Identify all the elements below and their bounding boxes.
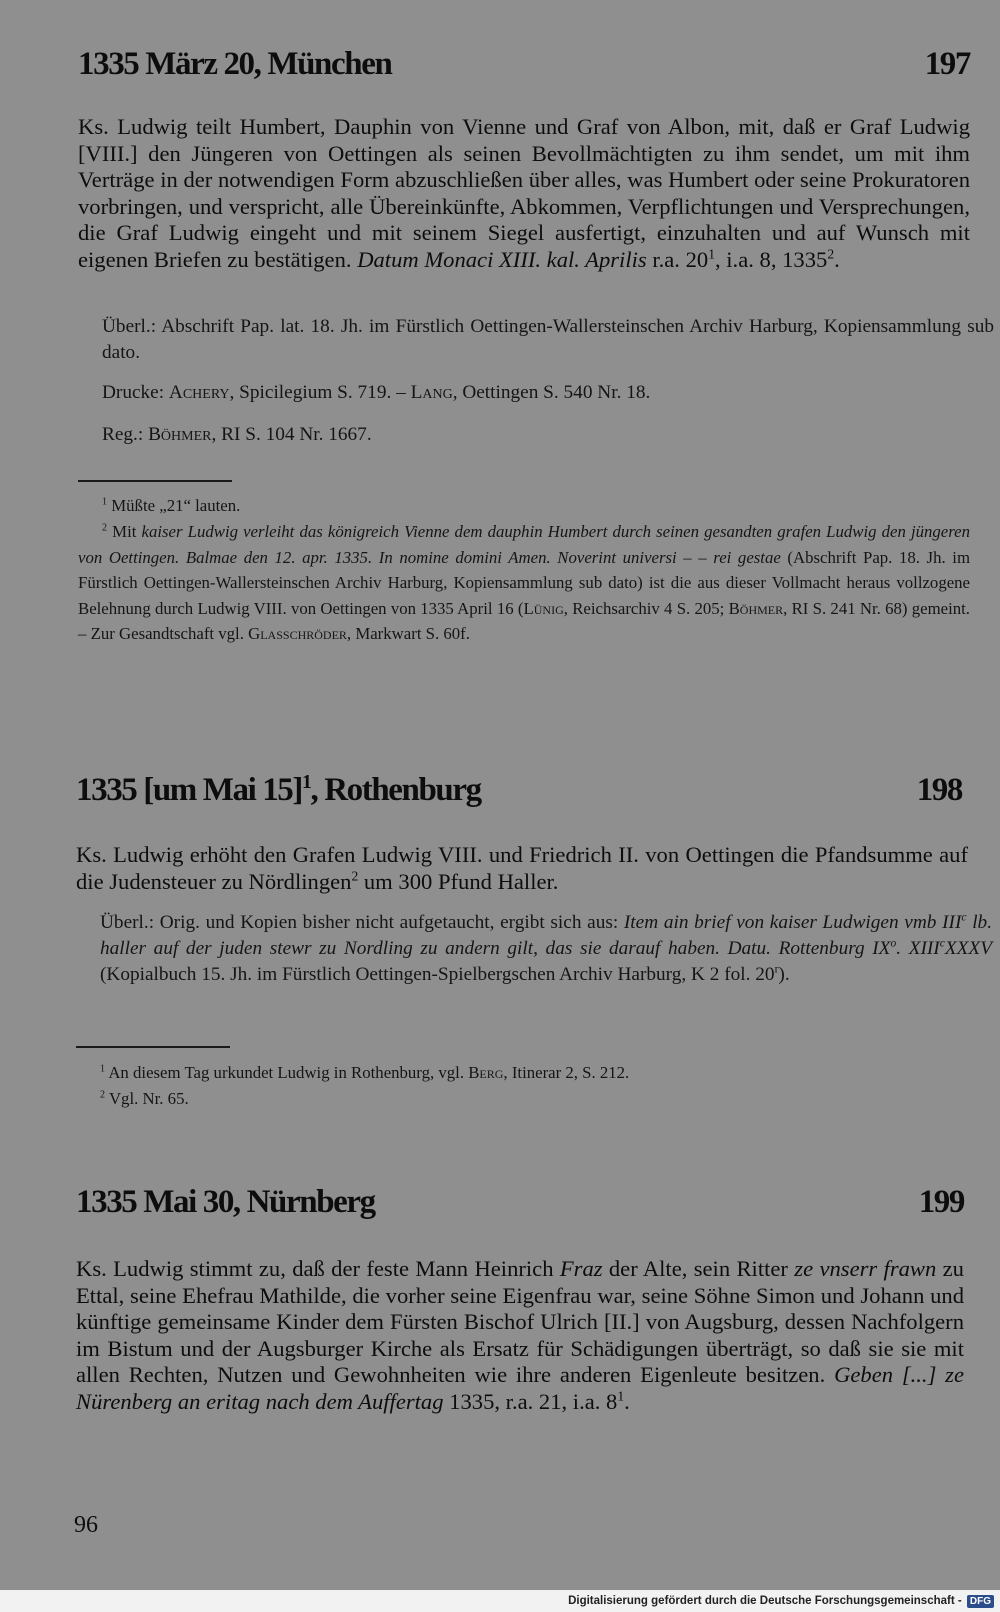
footnote-divider [76, 1046, 230, 1048]
doc-197-fnref-1: 1 [708, 245, 715, 261]
doc-198-ueberlieferung [76, 910, 992, 988]
footnote-author: Glasschröder [248, 624, 347, 643]
doc-198-ueberl-quote: lb. haller auf der juden stewr zu Nordling zu andern gilt, das sie darauf haben. Datu. Rottenburg IX [100, 912, 993, 959]
footnote-author: Berg [468, 1063, 504, 1082]
page-number: 96 [74, 1512, 98, 1538]
doc-197-footnote-2 [78, 519, 970, 647]
footnote-author: Böhmer [728, 598, 784, 618]
doc-198-regest [76, 842, 968, 895]
doc-199-date-place: 1335 Mai 30, Nürnberg [76, 1184, 375, 1220]
footnote-mark: 1 [102, 496, 108, 508]
doc-198-date: 1335 [um Mai 15] [76, 772, 302, 808]
doc-198-ueberl-text: (Kopialbuch 15. Jh. im Fürstlich Oettingen-Spielbergschen Archiv Harburg, K 2 fol. 20 [100, 964, 775, 985]
doc-199-regest-text: zu Ettal, seine Ehefrau Mathilde, die vorher seine Eigenfrau war, seine Söhne Simon und Johann und künftige gemeinsame Kinder dem Fürsten Bischof Ulrich [II.] von Augsburg, dessen Nachfolgern im Bistum und der Augsburger Kirche als Ersatz für Schädigungen überträgt, so daß sie sie mit allen Rechten, Nutzen und Gewohnheiten wie ihre anderen Eigenleute besitzen. [76, 1256, 964, 1387]
doc-198-ueberl-sup: c [961, 910, 967, 924]
doc-198-footnote-1 [76, 1060, 992, 1086]
doc-197-reg-label: Reg.: [102, 424, 149, 445]
doc-197-reg-author: Böhmer [148, 424, 212, 445]
doc-197-drucke-label: Drucke: [102, 382, 169, 403]
doc-197-number: 197 [924, 46, 970, 82]
footnote-text: , Itinerar 2, S. 212. [503, 1063, 630, 1082]
footnote-text: Vgl. Nr. 65. [105, 1089, 189, 1108]
doc-198-date-place [76, 772, 481, 808]
doc-197-fnref-2: 2 [827, 245, 835, 261]
doc-199-regest-quote: ze vnserr frawn [794, 1256, 937, 1281]
doc-198-ueberl-text: ). [778, 964, 790, 985]
footnote-text: , RI S. 241 Nr. 68) gemeint. – Zur Gesandtschaft vgl. [78, 598, 970, 643]
doc-198-ueberl-quote: . XIII [896, 938, 940, 959]
doc-197-drucke-mid: , Spicilegium S. 719. – [229, 382, 411, 403]
footnote-text: , Markwart S. 60f. [346, 624, 470, 643]
doc-199-datum-ra: 1335, r.a. 21, i.a. 8 [443, 1388, 618, 1414]
doc-199-period: . [624, 1388, 630, 1414]
dfg-logo: DFG [967, 1595, 994, 1608]
doc-199-regest [76, 1256, 964, 1415]
footnote-mark: 1 [100, 1063, 106, 1075]
footer-text: Digitalisierung gefördert durch die Deutsche Forschungsgemeinschaft - [568, 1595, 965, 1607]
footnote-quote: kaiser Ludwig verleiht das königreich Vienne dem dauphin Humbert durch seinen gesandten grafen Ludwig den jüngeren von Oettingen. Balmae den 12. apr. 1335. In nomine domini Amen. Noverint universi – – rei gestae [78, 522, 970, 567]
doc-197-regest [78, 114, 970, 273]
doc-198-footnote-2 [76, 1086, 992, 1112]
doc-199-regest-name: Fraz [559, 1256, 603, 1281]
doc-197-ueberlieferung: Überl.: Abschrift Pap. lat. 18. Jh. im Fürstlich Oettingen-Wallersteinschen Archiv Harburg, Kopiensammlung sub dato. [102, 316, 994, 363]
doc-198-place: , Rothenburg [310, 772, 481, 808]
doc-198-ueberl-quote: Item ain brief von kaiser Ludwigen vmb III [623, 912, 962, 933]
doc-197-date-place: 1335 März 20, München [78, 46, 392, 82]
footer-credit [0, 1590, 1000, 1612]
doc-199-regest-text: der Alte, sein Ritter [602, 1256, 795, 1281]
doc-198-ueberl-sup: o [890, 936, 897, 950]
footnote-text: , Reichsarchiv 4 S. 205; [563, 598, 729, 618]
doc-197-period: . [834, 246, 840, 272]
doc-198-ueberl-quote: XXXV [944, 938, 992, 959]
doc-199-fnref-1: 1 [617, 1387, 625, 1403]
footnote-mark: 2 [102, 522, 108, 534]
doc-197-drucke-end: , Oettingen S. 540 Nr. 18. [452, 382, 651, 403]
doc-197-drucke [78, 380, 994, 406]
footnote-mark: 2 [100, 1089, 106, 1101]
doc-197-regest-text: Ks. Ludwig teilt Humbert, Dauphin von Vienne und Graf von Albon, mit, daß er Graf Ludwig [VIII.] den Jüngeren von Oettingen als seinen Bevollmächtigten zu ihm sendet, um mit ihm Verträge in der notwendigen Form abzuschließen über alles, was Humbert oder seine Prokuratoren vorbringen, und verspricht, alle Übereinkünfte, Abkommen, Verpflichtungen und Versprechungen, die Graf Ludwig eingeht und mit seinem Siegel ausfertigt, einzuhalten und auf Wunsch mit eigenen Briefen zu bestätigen. [78, 114, 970, 272]
doc-197-regesten [78, 422, 994, 448]
footnote-text: An diesem Tag urkundet Ludwig in Rothenburg, vgl. [105, 1063, 469, 1082]
doc-198-regest-text: Ks. Ludwig erhöht den Grafen Ludwig VIII. und Friedrich II. von Oettingen die Pfandsumme auf die Judensteuer zu Nördlingen [76, 842, 968, 894]
doc-198-fnref-2: 2 [351, 867, 359, 883]
doc-197-reg-end: , RI S. 104 Nr. 1667. [211, 424, 372, 445]
doc-198-heading-fnref: 1 [302, 771, 311, 793]
doc-197-drucke-author-1: Achery [168, 382, 230, 403]
doc-198-ueberl-sup: c [939, 936, 945, 950]
doc-198-ueberl-sup: r [774, 962, 779, 976]
footnote-divider [78, 480, 232, 482]
doc-198-number: 198 [916, 772, 962, 808]
doc-198-heading [76, 772, 962, 809]
footnote-text: Müßte „21“ lauten. [107, 496, 241, 515]
doc-199-number: 199 [918, 1184, 964, 1220]
doc-197-heading [78, 46, 970, 83]
doc-197-datum: Datum Monaci XIII. kal. Aprilis [357, 246, 647, 272]
footnote-text: (Abschrift Pap. 18. Jh. im Fürstlich Oettingen-Wallersteinschen Archiv Harburg, Kopiensammlung sub dato) ist die aus dieser Vollmacht heraus vollzogene Belehnung durch Ludwig VIII. von Oettingen von 1335 April 16 ( [78, 547, 970, 618]
doc-198-regest-text: um 300 Pfund Haller. [358, 868, 559, 894]
doc-197-datum-ra: r.a. 20 [646, 246, 709, 272]
doc-199-heading [76, 1184, 964, 1221]
footnote-text: Mit [107, 522, 142, 541]
footnote-author: Lünig [523, 598, 564, 618]
doc-197-drucke-author-2: Lang [410, 382, 453, 403]
doc-198-ueberl-text: Überl.: Orig. und Kopien bisher nicht aufgetaucht, ergibt sich aus: [100, 912, 624, 933]
doc-197-footnote-1 [78, 493, 994, 519]
doc-199-datum: Geben [...] ze Nürenberg an eritag nach dem Auffertag [76, 1362, 964, 1414]
doc-197-datum-ia: , i.a. 8, 1335 [714, 246, 828, 272]
doc-199-regest-text: Ks. Ludwig stimmt zu, daß der feste Mann Heinrich [76, 1256, 560, 1281]
